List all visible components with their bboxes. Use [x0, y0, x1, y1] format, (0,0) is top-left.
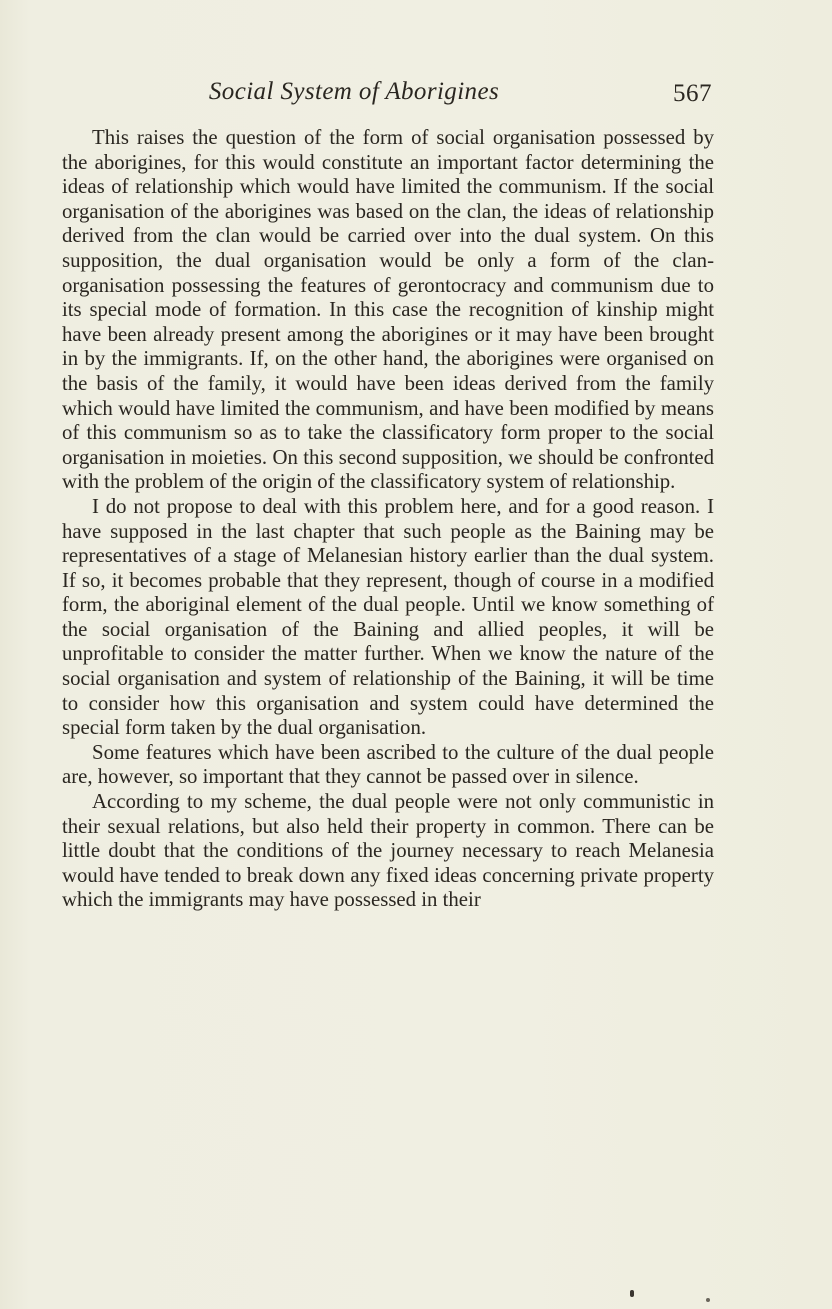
running-header	[64, 78, 712, 112]
paragraph-features: Some features which have been ascribed to the culture of the dual people are, however, so important that they cannot be passed over in silence.	[62, 740, 714, 789]
paragraph-baining: I do not propose to deal with this problem here, and for a good reason. I have supposed in the last chapter that such people as the Baining may be representatives of a stage of Melanesian history earlier than the dual system. If so, it becomes probable that they represent, though of course in a modified form, the aboriginal element of the dual people. Until we know something of the social organisation of the Baining and allied peoples, it will be unprofitable to consider the matter further. When we know the nature of the social organisation and system of relationship of the Baining, it will be time to consider how this organisation and system could have determined the special form taken by the dual organisation.	[62, 494, 714, 740]
running-title: Social System of Aborigines	[208, 78, 500, 105]
body-text	[62, 126, 714, 913]
paragraph-social-organisation: This raises the question of the form of social organisation possessed by the aborigines, for this would constitute an important factor determining the ideas of relationship which would have limited the communism. If the social organisation of the aborigines was based on the clan, the ideas of relationship derived from the clan would be carried over into the dual system. On this supposition, the dual organisation would be only a form of the clan-organisation possessing the features of gerontocracy and communism due to its special mode of formation. In this case the recognition of kinship might have been already present among the aborigines or it may have been brought in by the immigrants. If, on the other hand, the aborigines were organised on the basis of the family, it would have been ideas derived from the family which would have limited the communism, and have been modified by means of this communism so as to take the classificatory form proper to the social organisation in moieties. On this second supposition, we should be confronted with the problem of the origin of the classificatory system of relationship.	[62, 126, 714, 494]
paragraph-communism: According to my scheme, the dual people were not only communistic in their sexual relations, but also held their property in common. There can be little doubt that the conditions of the journey necessary to reach Melanesia would have tended to break down any fixed ideas concerning private property which the immigrants may have possessed in their	[62, 790, 714, 912]
ink-dot	[706, 1298, 710, 1302]
ink-speck	[630, 1290, 634, 1297]
page-number: 567	[673, 80, 712, 107]
